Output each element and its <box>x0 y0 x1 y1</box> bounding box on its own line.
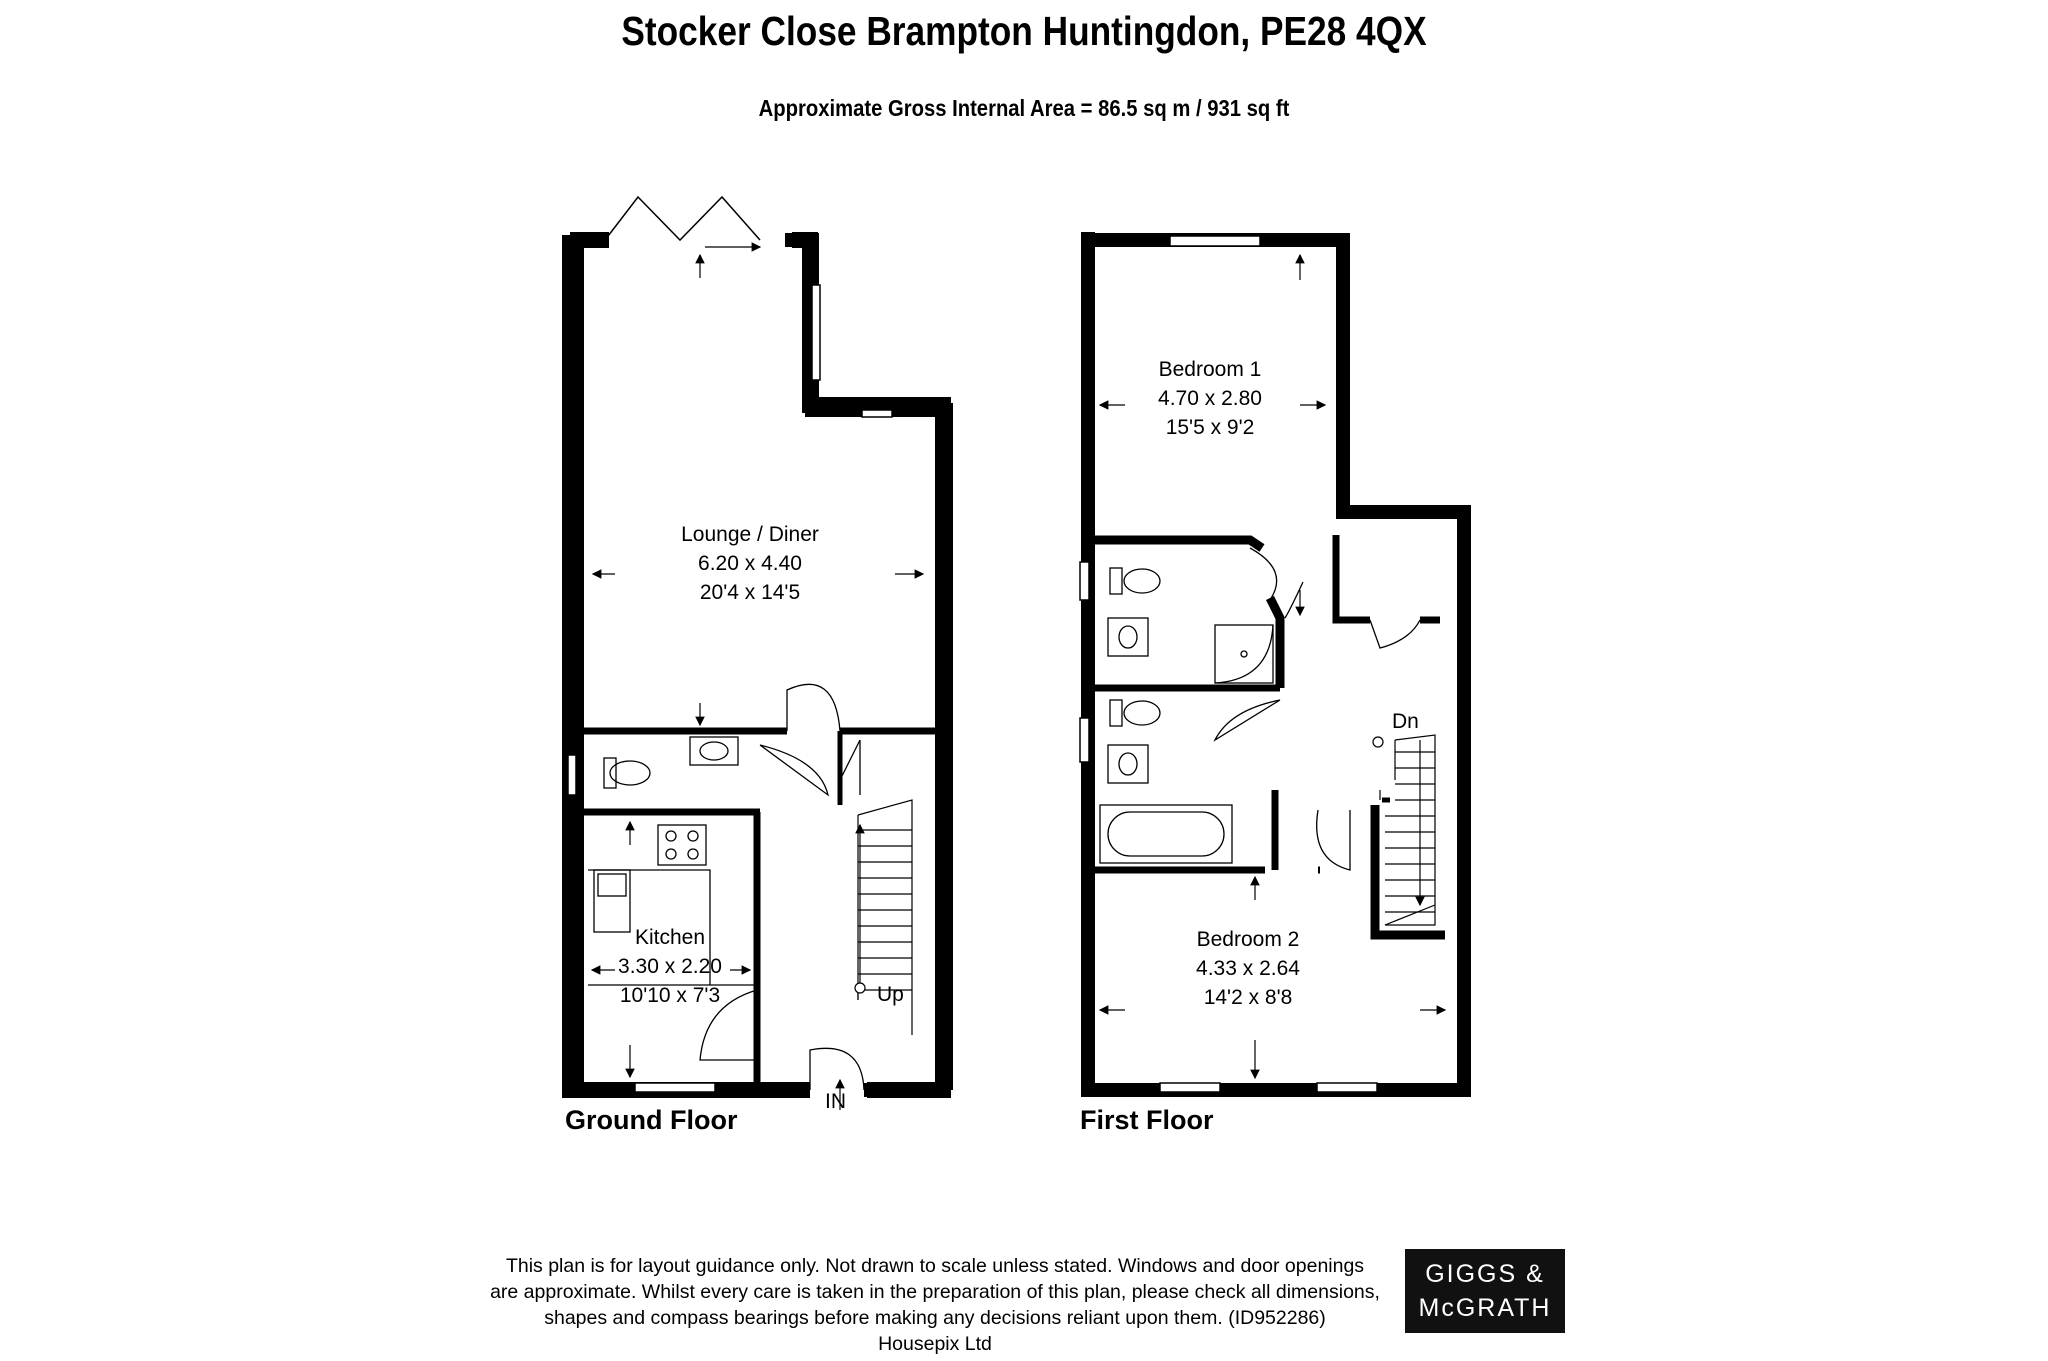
bedroom-2-metric: 4.33 x 2.64 <box>1196 957 1300 980</box>
first-floor-label: First Floor <box>1080 1105 1214 1135</box>
disclaimer-line-3: shapes and compass bearings before making any decisions reliant upon them. (ID952286) <box>544 1307 1326 1329</box>
first-stairs-dn-label: Dn <box>1392 710 1419 733</box>
giggs-mcgrath-logo <box>1405 1249 1565 1333</box>
room-label-bedroom-2 <box>1148 925 1348 1012</box>
gross-area-subtitle: Approximate Gross Internal Area = 86.5 sq m / 931 sq ft <box>758 95 1290 121</box>
lounge-diner-metric: 6.20 x 4.40 <box>698 552 802 575</box>
room-label-bedroom-1 <box>1110 355 1310 442</box>
first-fittings <box>1100 568 1273 863</box>
lounge-diner-imperial: 20'4 x 14'5 <box>699 581 801 604</box>
logo-line-1: GIGGS & <box>1425 1260 1545 1288</box>
logo-line-2: McGRATH <box>1418 1294 1552 1322</box>
lounge-diner-name: Lounge / Diner <box>681 523 819 546</box>
kitchen-imperial: 10'10 x 7'3 <box>619 984 721 1007</box>
kitchen-name: Kitchen <box>634 926 706 949</box>
first-door-swings <box>1215 548 1420 870</box>
kitchen-metric: 3.30 x 2.20 <box>618 955 722 978</box>
disclaimer-text <box>470 1253 1400 1357</box>
bifold-door <box>605 197 760 240</box>
room-label-kitchen <box>590 923 750 1010</box>
bedroom-1-imperial: 15'5 x 9'2 <box>1165 416 1255 439</box>
bedroom-1-name: Bedroom 1 <box>1158 358 1262 381</box>
disclaimer-line-4: Housepix Ltd <box>878 1333 992 1355</box>
ground-stairs-up-label: Up <box>877 983 904 1006</box>
ground-floor-label: Ground Floor <box>565 1105 738 1135</box>
entrance-in-label: IN <box>825 1090 846 1113</box>
plan-title: Stocker Close Brampton Huntingdon, PE28 4QX <box>621 8 1427 54</box>
bedroom-2-imperial: 14'2 x 8'8 <box>1203 986 1293 1009</box>
disclaimer-line-1: This plan is for layout guidance only. Not drawn to scale unless stated. Windows and door openings <box>505 1255 1365 1277</box>
disclaimer-line-2: are approximate. Whilst every care is taken in the preparation of this plan, please check all dimensions, <box>490 1281 1380 1303</box>
room-label-lounge-diner <box>650 520 850 607</box>
bedroom-2-name: Bedroom 2 <box>1196 928 1300 951</box>
bedroom-1-metric: 4.70 x 2.80 <box>1158 387 1262 410</box>
first-stairs <box>1373 735 1435 925</box>
